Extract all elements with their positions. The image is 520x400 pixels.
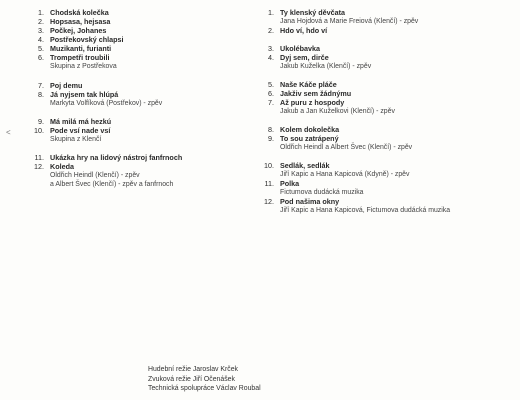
credit-music-direction: Hudební režie Jaroslav Krček (148, 366, 239, 373)
track-number: 11. (34, 153, 44, 162)
track-title: Chodská kolečka (50, 8, 109, 17)
track-item (254, 89, 516, 98)
track-title: Ukázka hry na lidový nástroj fanfrnoch (50, 153, 183, 162)
track-performer: Skupina z Klenčí (50, 136, 102, 143)
track-number: 12. (264, 197, 274, 206)
track-item (24, 35, 254, 44)
track-number: 4. (38, 35, 44, 44)
track-body (280, 98, 516, 116)
track-title: Hdo ví, hdo ví (280, 26, 328, 35)
track-item (254, 134, 516, 152)
track-number: 12. (34, 162, 44, 171)
track-body (50, 26, 254, 35)
track-performer: Oldřich Heindl (Klenčí) - zpěv (50, 172, 140, 179)
track-title: Jakživ sem žádnýmu (280, 89, 352, 98)
track-title: Pod našima okny (280, 197, 340, 206)
track-item (24, 90, 254, 108)
track-body (50, 8, 254, 17)
track-item (24, 117, 254, 126)
track-item (24, 53, 254, 71)
track-performer: Jana Hojdová a Marie Freiová (Klenčí) - zpěv (280, 18, 419, 25)
track-number: 4. (268, 53, 274, 62)
track-body (50, 126, 254, 144)
track-body (50, 44, 254, 53)
track-performer: a Albert Švec (Klenčí) - zpěv a fanfrnoch (50, 181, 174, 188)
track-number: 6. (38, 53, 44, 62)
track-body (50, 53, 254, 71)
track-number: 5. (38, 44, 44, 53)
track-item (24, 26, 254, 35)
track-title: Muzikanti, furianti (50, 44, 112, 53)
track-body (50, 162, 254, 189)
track-body (50, 35, 254, 44)
track-title: To sou zatrápený (280, 134, 339, 143)
track-body (50, 17, 254, 26)
track-number: 1. (268, 8, 274, 17)
credit-sound-direction: Zvuková režie Jiří Očenášek (148, 375, 235, 383)
track-body (50, 90, 254, 108)
track-item (254, 98, 516, 116)
track-performer: Jakub Kuželka (Klenčí) - zpěv (280, 63, 372, 70)
track-title: Poj demu (50, 81, 83, 90)
track-title: Pode vsí nade vsí (50, 126, 111, 135)
track-title: Postřekovský chlapsi (50, 35, 124, 44)
track-body (280, 80, 516, 89)
track-item (24, 162, 254, 189)
track-body (50, 81, 254, 90)
track-body (280, 44, 516, 53)
track-title: Já nyjsem tak hlúpá (50, 90, 119, 99)
track-item (254, 53, 516, 71)
track-item (24, 44, 254, 53)
track-title: Koleda (50, 162, 74, 171)
track-body (280, 26, 516, 35)
track-item (24, 153, 254, 162)
track-title: Ukolébavka (280, 44, 320, 53)
track-body (280, 125, 516, 134)
track-title: Až puru z hospody (280, 98, 345, 107)
track-title: Dyj sem, dirče (280, 53, 329, 62)
track-performer: Jiří Kapic a Hana Kapicová (Kdyně) - zpěv (280, 171, 410, 178)
margin-mark: < (6, 128, 11, 137)
track-item (24, 17, 254, 26)
track-body (280, 161, 516, 179)
track-title: Naše Káče pláče (280, 80, 337, 89)
track-body (50, 153, 254, 162)
track-item (24, 126, 254, 144)
track-title: Počkej, Johanes (50, 26, 107, 35)
track-title: Kolem dokolečka (280, 125, 340, 134)
track-performer: Oldřich Heindl a Albert Švec (Klenčí) - zpěv (280, 144, 413, 151)
track-number: 5. (268, 80, 274, 89)
track-performer: Jakub a Jan Kuželkovi (Klenčí) - zpěv (280, 108, 395, 115)
track-body (280, 134, 516, 152)
track-number: 7. (38, 81, 44, 90)
track-title: Trompetři troubili (50, 53, 110, 62)
track-performer: Fictumova dudácká muzika (280, 189, 364, 196)
track-number: 8. (38, 90, 44, 99)
track-body (280, 89, 516, 98)
track-item (254, 80, 516, 89)
track-title: Ty klenský děvčata (280, 8, 345, 17)
track-number: 9. (268, 134, 274, 143)
track-number: 1. (38, 8, 44, 17)
track-body (280, 53, 516, 71)
track-performer: Skupina z Postřekova (50, 63, 117, 70)
track-performer: Markyta Volfíková (Postřekov) - zpěv (50, 100, 163, 107)
track-number: 2. (268, 26, 274, 35)
track-item (254, 161, 516, 179)
track-item (254, 125, 516, 134)
track-number: 6. (268, 89, 274, 98)
track-number: 10. (34, 126, 44, 135)
credit-technical: Technická spolupráce Václav Roubal (148, 385, 261, 392)
track-body (280, 197, 516, 215)
track-body (280, 179, 516, 197)
tracklist-right (254, 8, 516, 215)
track-title: Polka (280, 179, 300, 188)
track-number: 9. (38, 117, 44, 126)
track-performer: Jiří Kapic a Hana Kapicová, Fictumova dudácká muzika (280, 207, 451, 214)
track-number: 3. (268, 44, 274, 53)
track-item (24, 8, 254, 17)
track-item (254, 179, 516, 197)
track-title: Sedlák, sedlák (280, 161, 330, 170)
track-item (254, 197, 516, 215)
track-body (50, 117, 254, 126)
track-number: 8. (268, 125, 274, 134)
track-body (280, 8, 516, 26)
track-item (254, 44, 516, 53)
track-item (254, 26, 516, 35)
track-number: 11. (264, 179, 274, 188)
track-item (24, 81, 254, 90)
track-title: Hopsasa, hejsasa (50, 17, 111, 26)
track-number: 2. (38, 17, 44, 26)
track-number: 10. (264, 161, 274, 170)
track-title: Má milá má hezkú (50, 117, 112, 126)
tracklist-left (24, 8, 254, 189)
track-number: 3. (38, 26, 44, 35)
track-number: 7. (268, 98, 274, 107)
track-item (254, 8, 516, 26)
credits (148, 365, 261, 394)
